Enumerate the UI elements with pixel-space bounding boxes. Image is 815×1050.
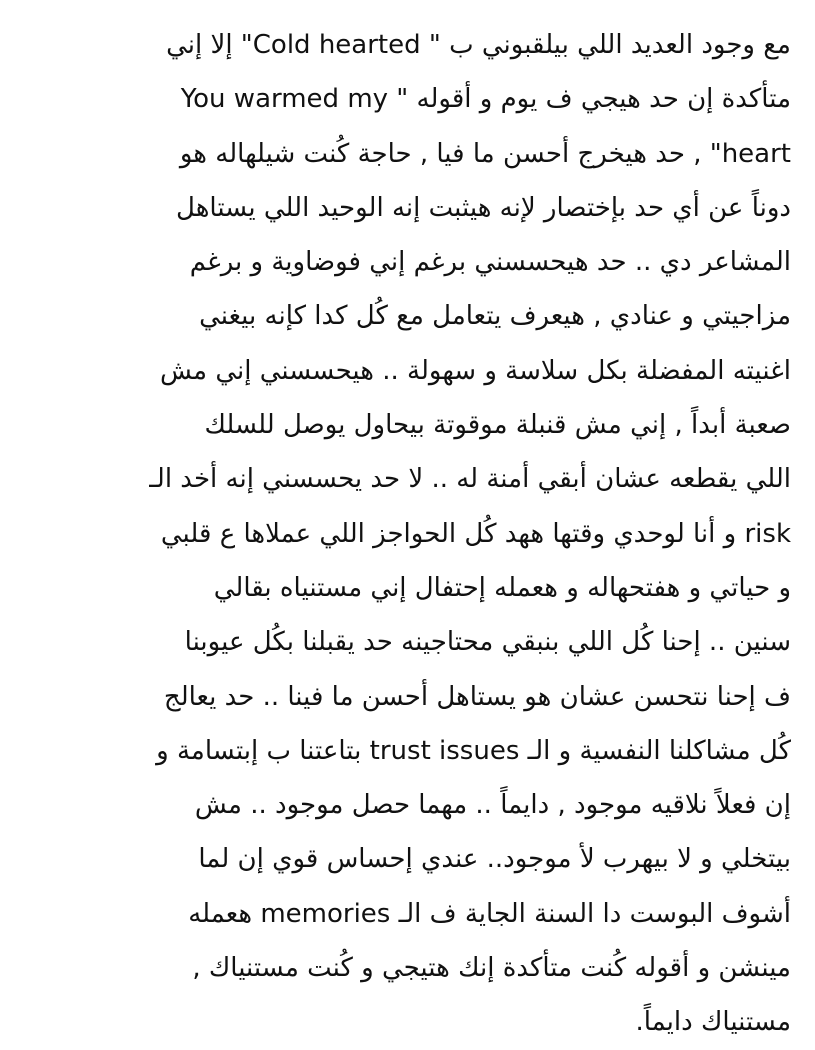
- text-line: مزاجيتي و عنادي , هيعرف يتعامل مع كُل كدا كإنه بيغني: [199, 301, 791, 332]
- text-line: مينشن و أقوله كُنت متأكدة إنك هتيجي و كُنت مستنياك ,: [192, 953, 791, 984]
- text-line: مع وجود العديد اللي بيلقبوني ب " Cold hearted" إلا إني: [166, 30, 791, 60]
- text-line: متأكدة إن حد هيجي ف يوم و أقوله " You warmed my: [180, 84, 791, 115]
- text-line: المشاعر دي .. حد هيحسسني برغم إني فوضاوية و برغم: [189, 247, 791, 278]
- text-line: اللي يقطعه عشان أبقي أمنة له .. لا حد يحسسني إنه أخد الـ: [149, 464, 791, 495]
- text-line: heart" , حد هيخرج أحسن ما فيا , حاجة كُنت شيلهاله هو: [179, 138, 791, 169]
- text-line: و حياتي و هفتحهاله و هعمله إحتفال إني مستنياه بقالي: [213, 572, 791, 603]
- text-line: اغنيته المفضلة بكل سلاسة و سهولة .. هيحسسني إني مش: [159, 355, 791, 386]
- text-line: risk و أنا لوحدي وقتها ههد كُل الحواجز اللي عملاها ع قلبي: [160, 518, 791, 549]
- text-line: صعبة أبداً , إني مش قنبلة موقوتة بيحاول يوصل للسلك: [204, 410, 791, 441]
- text-line: كُل مشاكلنا النفسية و الـ trust issues بتاعتنا ب إبتسامة و: [156, 735, 791, 766]
- text-line: بيتخلي و لا بيهرب لأ موجود.. عندي إحساس قوي إن لما: [198, 844, 791, 875]
- text-line: ف إحنا نتحسن عشان هو يستاهل أحسن ما فينا .. حد يعالج: [163, 681, 791, 712]
- text-line: مستنياك دايماً.: [635, 1007, 791, 1038]
- text-line: أشوف البوست دا السنة الجاية ف الـ memories هعمله: [188, 898, 791, 929]
- text-line: إن فعلاً نلاقيه موجود , دايماً .. مهما حصل موجود .. مش: [194, 790, 791, 821]
- post-body-text: [28, 18, 791, 1050]
- text-line: سنين .. إحنا كُل اللي بنبقي محتاجينه حد يقبلنا بكُل عيوبنا: [184, 627, 791, 658]
- text-line: دوناً عن أي حد بإختصار لإنه هيثبت إنه الوحيد اللي يستاهل: [176, 192, 791, 223]
